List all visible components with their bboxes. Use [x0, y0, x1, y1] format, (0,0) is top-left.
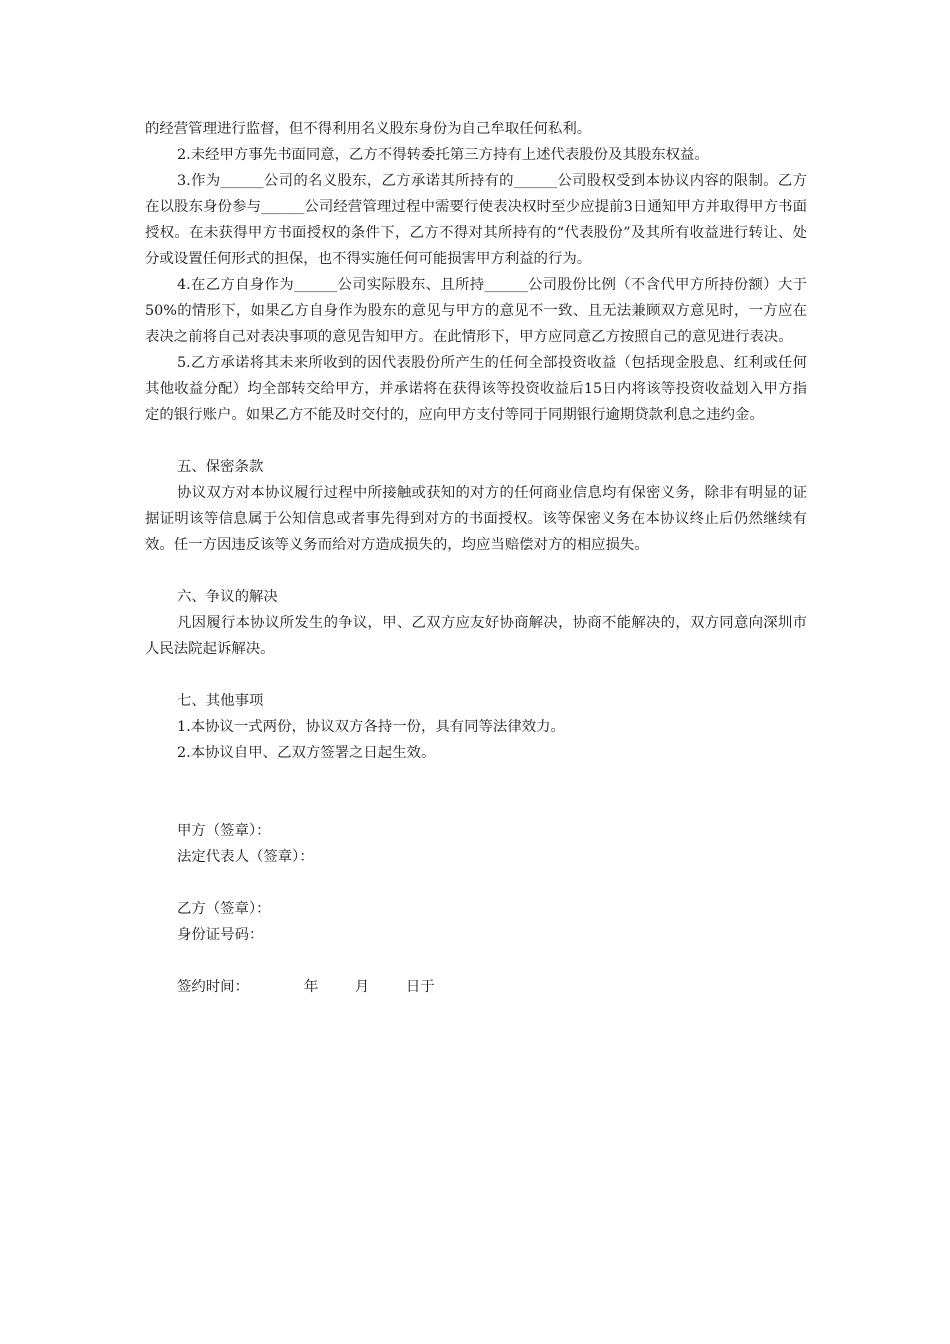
- signing-date: 签约时间： 年 月 日于: [177, 979, 435, 995]
- party-a-signature: 甲方（签章）：: [177, 823, 271, 839]
- spacer: [145, 870, 807, 896]
- section-5-heading: 五、保密条款: [177, 459, 264, 475]
- spacer: [145, 948, 807, 974]
- spacer: [145, 558, 807, 584]
- spacer: [145, 766, 807, 818]
- section-7-item-2: 2.本协议自甲、乙双方签署之日起生效。: [177, 745, 436, 761]
- spacer: [145, 428, 807, 454]
- paragraph-supervision-end: 的经营管理进行监督，但不得利用名义股东身份为自己牟取任何私利。: [145, 121, 592, 137]
- spacer: [145, 662, 807, 688]
- section-6-body: 凡因履行本协议所发生的争议，甲、乙双方应友好协商解决，协商不能解决的，双方同意向深圳市人民法院起诉解决。: [145, 615, 807, 657]
- section-6-heading: 六、争议的解决: [177, 589, 278, 605]
- section-7-heading: 七、其他事项: [177, 693, 264, 709]
- legal-rep-signature: 法定代表人（签章）：: [177, 849, 314, 865]
- section-7-item-1: 1.本协议一式两份，协议双方各持一份，具有同等法律效力。: [177, 719, 565, 735]
- clause-2-no-delegation: 2.未经甲方事先书面同意，乙方不得转委托第三方持有上述代表股份及其股东权益。: [177, 147, 709, 163]
- clause-4-actual-shareholder: 4.在乙方自身作为______公司实际股东、且所持______公司股份比例（不含代甲方所持份额）大于50%的情形下，如果乙方自身作为股东的意见与甲方的意见不一致、且无法兼顾双方意见时，一方应在表决之前将自己对表决事项的意见告知甲方。在此情形下，甲方应同意乙方按照自己的意见进行表决。: [145, 277, 807, 345]
- id-number-field: 身份证号码：: [177, 927, 264, 943]
- section-5-body: 协议双方对本协议履行过程中所接触或获知的对方的任何商业信息均有保密义务，除非有明显的证据证明该等信息属于公知信息或者事先得到对方的书面授权。该等保密义务在本协议终止后仍然继续有效。任一方因违反该等义务而给对方造成损失的，均应当赔偿对方的相应损失。: [145, 485, 807, 553]
- clause-5-investment-returns: 5.乙方承诺将其未来所收到的因代表股份所产生的任何全部投资收益（包括现金股息、红利或任何其他收益分配）均全部转交给甲方，并承诺将在获得该等投资收益后15日内将该等投资收益划入甲方指定的银行账户。如果乙方不能及时交付的，应向甲方支付等同于同期银行逾期贷款利息之违约金。: [145, 355, 807, 423]
- clause-3-voting-restriction: 3.作为______公司的名义股东，乙方承诺其所持有的______公司股权受到本协议内容的限制。乙方在以股东身份参与______公司经营管理过程中需要行使表决权时至少应提前3日通知甲方并取得甲方书面授权。在未获得甲方书面授权的条件下，乙方不得对其所持有的“代表股份”及其所有收益进行转让、处分或设置任何形式的担保，也不得实施任何可能损害甲方利益的行为。: [145, 173, 807, 267]
- document-page: [145, 116, 807, 1000]
- party-b-signature: 乙方（签章）：: [177, 901, 271, 917]
